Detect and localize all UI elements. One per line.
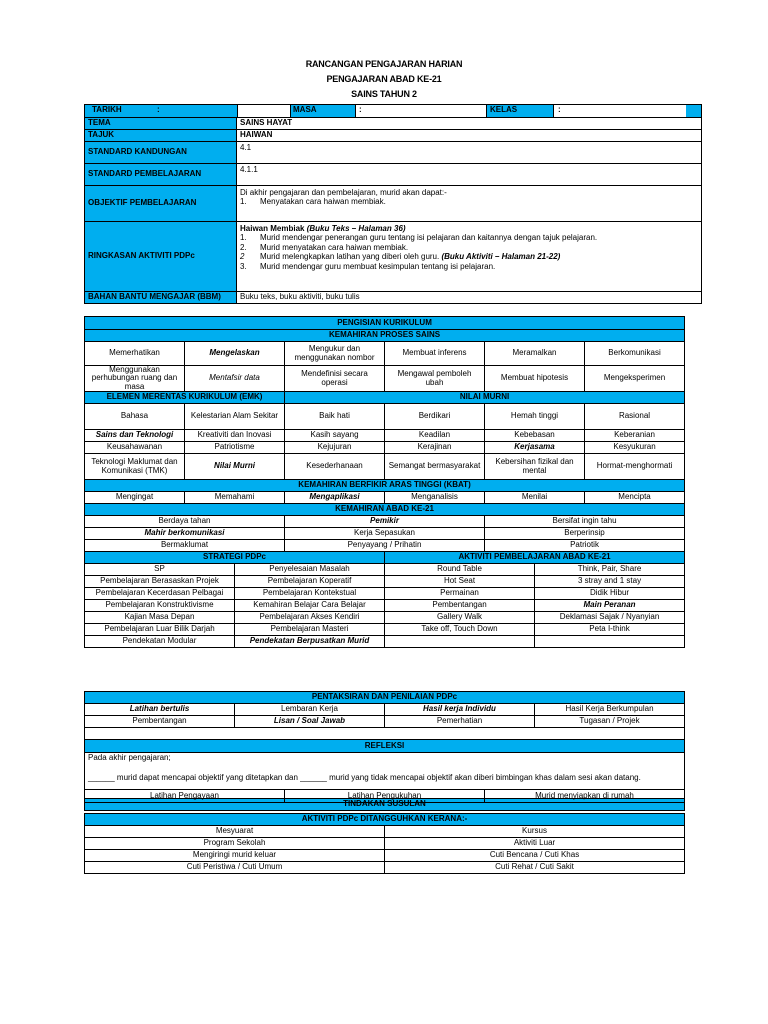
strategi-row: [85, 576, 685, 588]
tarikh-value-field[interactable]: [237, 105, 291, 118]
objektif-item: 1. Menyatakan cara haiwan membiak.: [240, 197, 386, 207]
aktiviti-item[interactable]: Permainan: [385, 588, 535, 600]
emk-row: [85, 442, 685, 454]
strategi-title: STRATEGI PDPc: [85, 552, 385, 564]
kps-item[interactable]: Mengelaskan: [185, 342, 285, 366]
kbat-item[interactable]: Menganalisis: [385, 492, 485, 504]
kelas-value-field[interactable]: [553, 105, 686, 118]
ringkasan-item-ref: (Buku Aktiviti – Halaman 21-22): [441, 252, 561, 262]
strategi-row: [85, 612, 685, 624]
standard-pembelajaran-value: 4.1.1: [237, 164, 702, 186]
ringkasan-content: [237, 222, 702, 292]
strategi-item[interactable]: Pembelajaran Masteri: [235, 624, 385, 636]
doc-subject: SAINS TAHUN 2: [351, 89, 417, 99]
kps-item[interactable]: Mengeksperimen: [585, 366, 685, 392]
kbat-item[interactable]: Mencipta: [585, 492, 685, 504]
strategi-row: [85, 600, 685, 612]
susulan-title: TINDAKAN SUSULAN: [85, 799, 685, 811]
aktiviti-abad-title: AKTIVITI PEMBELAJARAN ABAD KE-21: [385, 552, 685, 564]
tangguh-title: AKTIVITI PDPc DITANGGUHKAN KERANA:-: [85, 814, 685, 826]
kps-row: [85, 366, 685, 392]
abad-item[interactable]: Berperinsip: [485, 528, 685, 540]
masa-label: MASA: [293, 105, 317, 114]
kps-item[interactable]: Membuat inferens: [385, 342, 485, 366]
pentaksiran-row: [85, 716, 685, 728]
ringkasan-item: 1. Murid mendengar penerangan guru tentang isi pelajaran dan kaitannya dengan tajuk pelajaran.: [240, 233, 598, 243]
strategi-row: [85, 636, 685, 648]
abad-item[interactable]: Bermaklumat: [85, 540, 285, 552]
refleksi-blank-achieved[interactable]: ______: [88, 773, 115, 783]
standard-kandungan-value: 4.1: [237, 142, 702, 164]
emk-row: [85, 430, 685, 442]
kps-item[interactable]: Mengukur dan menggunakan nombor: [285, 342, 385, 366]
kbat-item[interactable]: Mengingat: [85, 492, 185, 504]
emk-item[interactable]: Nilai Murni: [185, 454, 285, 480]
kelas-colon: :: [558, 105, 561, 114]
strategi-item[interactable]: SP: [85, 564, 235, 576]
nilai-item[interactable]: Kebersihan fizikal dan mental: [485, 454, 585, 480]
nilai-item[interactable]: Keberanian: [585, 430, 685, 442]
strategi-item[interactable]: Pembelajaran Akses Kendiri: [235, 612, 385, 624]
strategi-item[interactable]: Penyelesaian Masalah: [235, 564, 385, 576]
aktiviti-item[interactable]: Take off, Touch Down: [385, 624, 535, 636]
nilai-item[interactable]: Kerajinan: [385, 442, 485, 454]
aktiviti-item[interactable]: Hot Seat: [385, 576, 535, 588]
abad-row: [85, 528, 685, 540]
susulan-item[interactable]: Murid menyiapkan di rumah: [485, 790, 685, 803]
strategi-row: [85, 624, 685, 636]
tangguh-item[interactable]: Mesyuarat: [85, 826, 385, 838]
ringkasan-item: 2 Murid melengkapkan latihan yang diberi oleh guru. (Buku Aktiviti – Halaman 21-22): [240, 252, 561, 262]
aktiviti-item[interactable]: Didik Hibur: [535, 588, 685, 600]
bbm-value: Buku teks, buku aktiviti, buku tulis: [237, 292, 702, 304]
strategi-row: [85, 588, 685, 600]
kps-item[interactable]: Menggunakan perhubungan ruang dan masa: [85, 366, 185, 392]
strategi-item[interactable]: Pendekatan Modular: [85, 636, 235, 648]
kbat-item[interactable]: Menilai: [485, 492, 585, 504]
nilai-item[interactable]: Semangat bermasyarakat: [385, 454, 485, 480]
pentaksiran-item[interactable]: Hasil Kerja Berkumpulan: [535, 704, 685, 716]
nilai-murni-title: NILAI MURNI: [285, 392, 685, 404]
pentaksiran-title: PENTAKSIRAN DAN PENILAIAN PDPc: [85, 692, 685, 704]
standard-kandungan-label: STANDARD KANDUNGAN: [85, 142, 237, 164]
pentaksiran-blank-row: [85, 728, 685, 740]
ringkasan-title: Haiwan Membiak (Buku Teks – Halaman 36): [240, 224, 406, 233]
ringkasan-item: 2. Murid menyatakan cara haiwan membiak.: [240, 242, 409, 252]
objektif-intro: Di akhir pengajaran dan pembelajaran, murid akan dapat:-: [240, 188, 447, 197]
strategi-item[interactable]: Pembelajaran Konstruktivisme: [85, 600, 235, 612]
refleksi-title: REFLEKSI: [85, 740, 685, 753]
tangguh-item[interactable]: Kursus: [385, 826, 685, 838]
date-time-class-bar: [85, 105, 702, 118]
nilai-item[interactable]: Baik hati: [285, 404, 385, 430]
pentaksiran-item[interactable]: Hasil kerja Individu: [385, 704, 535, 716]
kbat-row: [85, 492, 685, 504]
kurikulum-table: [84, 316, 685, 552]
strategi-item[interactable]: Pembelajaran Kecerdasan Pelbagai: [85, 588, 235, 600]
susulan-table: [84, 789, 685, 803]
aktiviti-item[interactable]: Gallery Walk: [385, 612, 535, 624]
kelas-label: KELAS: [490, 105, 518, 114]
emk-item[interactable]: Patriotisme: [185, 442, 285, 454]
susulan-row: [85, 790, 685, 803]
kps-row: [85, 342, 685, 366]
strategi-item[interactable]: Pembelajaran Luar Bilik Darjah: [85, 624, 235, 636]
nilai-item[interactable]: Berdikari: [385, 404, 485, 430]
objektif-content: [237, 186, 702, 222]
tangguh-item[interactable]: Aktiviti Luar: [385, 838, 685, 850]
objektif-label: OBJEKTIF PEMBELAJARAN: [85, 186, 237, 222]
tema-value: SAINS HAYAT: [237, 118, 702, 130]
nilai-item[interactable]: Kasih sayang: [285, 430, 385, 442]
emk-item[interactable]: Teknologi Maklumat dan Komunikasi (TMK): [85, 454, 185, 480]
masa-value-field[interactable]: [355, 105, 487, 118]
aktiviti-item[interactable]: Main Peranan: [535, 600, 685, 612]
kps-item[interactable]: Mendefinisi secara operasi: [285, 366, 385, 392]
pentaksiran-item[interactable]: Tugasan / Projek: [535, 716, 685, 728]
kps-item[interactable]: Memerhatikan: [85, 342, 185, 366]
tangguh-item[interactable]: Cuti Rehat / Cuti Sakit: [385, 862, 685, 874]
tangguh-row: [85, 838, 685, 850]
nilai-item[interactable]: Hemah tinggi: [485, 404, 585, 430]
emk-row: [85, 454, 685, 480]
emk-item[interactable]: Kreativiti dan Inovasi: [185, 430, 285, 442]
abad-item[interactable]: Kerja Sepasukan: [285, 528, 485, 540]
kps-item[interactable]: Berkomunikasi: [585, 342, 685, 366]
info-table: [84, 104, 702, 304]
emk-item[interactable]: Keusahawanan: [85, 442, 185, 454]
kps-item[interactable]: Meramalkan: [485, 342, 585, 366]
susulan-item[interactable]: Latihan Pengukuhan: [285, 790, 485, 803]
emk-row: [85, 404, 685, 430]
aktiviti-item[interactable]: Peta I-think: [535, 624, 685, 636]
strategi-item[interactable]: Kajian Masa Depan: [85, 612, 235, 624]
emk-item[interactable]: Bahasa: [85, 404, 185, 430]
doc-title: RANCANGAN PENGAJARAN HARIAN: [305, 59, 463, 69]
refleksi-intro: Pada akhir pengajaran;: [88, 753, 171, 762]
refleksi-statement: ______ murid dapat mencapai objektif yang ditetapkan dan ______ murid yang tidak mencapai objektif akan diberi bimbingan khas dalam sesi akan datang.: [88, 773, 641, 783]
nilai-item[interactable]: Kejujuran: [285, 442, 385, 454]
aktiviti-item[interactable]: [535, 636, 685, 648]
ringkasan-label: RINGKASAN AKTIVITI PDPc: [85, 222, 237, 292]
kbat-item[interactable]: Memahami: [185, 492, 285, 504]
kurikulum-title: PENGISIAN KURIKULUM: [85, 317, 685, 330]
tajuk-label: TAJUK: [85, 130, 237, 142]
nilai-item[interactable]: Keadilan: [385, 430, 485, 442]
strategi-item[interactable]: Pembelajaran Berasaskan Projek: [85, 576, 235, 588]
tarikh-colon: :: [157, 105, 160, 114]
pentaksiran-item[interactable]: Lisan / Soal Jawab: [235, 716, 385, 728]
tarikh-label: TARIKH: [92, 105, 122, 114]
abad-item[interactable]: Patriotik: [485, 540, 685, 552]
tangguh-item[interactable]: Program Sekolah: [85, 838, 385, 850]
ringkasan-item: 3. Murid mendengar guru membuat kesimpulan tentang isi pelajaran.: [240, 261, 496, 271]
nilai-item[interactable]: Hormat-menghormati: [585, 454, 685, 480]
kbat-item[interactable]: Mengaplikasi: [285, 492, 385, 504]
tajuk-value: HAIWAN: [237, 130, 702, 142]
pentaksiran-item[interactable]: Lembaran Kerja: [235, 704, 385, 716]
date-row: [85, 105, 702, 118]
abad-row: [85, 540, 685, 552]
masa-colon: :: [359, 105, 362, 114]
kps-title: KEMAHIRAN PROSES SAINS: [85, 330, 685, 342]
nilai-item[interactable]: Rasional: [585, 404, 685, 430]
kps-item[interactable]: Membuat hipotesis: [485, 366, 585, 392]
pentaksiran-item[interactable]: Pemerhatian: [385, 716, 535, 728]
tangguh-item[interactable]: Mengiringi murid keluar: [85, 850, 385, 862]
strategi-table: [84, 551, 685, 648]
pentaksiran-item[interactable]: Pembentangan: [85, 716, 235, 728]
aktiviti-item[interactable]: Think, Pair, Share: [535, 564, 685, 576]
emk-title: ELEMEN MERENTAS KURIKULUM (EMK): [85, 392, 285, 404]
nilai-item[interactable]: Kerjasama: [485, 442, 585, 454]
emk-item[interactable]: Kelestarian Alam Sekitar: [185, 404, 285, 430]
standard-pembelajaran-label: STANDARD PEMBELAJARAN: [85, 164, 237, 186]
susulan-item[interactable]: Latihan Pengayaan: [85, 790, 285, 803]
refleksi-blank-not-achieved[interactable]: ______: [300, 773, 327, 783]
tangguh-row: [85, 862, 685, 874]
aktiviti-item[interactable]: Round Table: [385, 564, 535, 576]
tema-label: TEMA: [85, 118, 237, 130]
tangguh-row: [85, 826, 685, 838]
kbat-title: KEMAHIRAN BERFIKIR ARAS TINGGI (KBAT): [85, 480, 685, 492]
abad-item[interactable]: Berdaya tahan: [85, 516, 285, 528]
tangguh-item[interactable]: Cuti Bencana / Cuti Khas: [385, 850, 685, 862]
abad-item[interactable]: Mahir berkomunikasi: [85, 528, 285, 540]
aktiviti-item[interactable]: 3 stray and 1 stay: [535, 576, 685, 588]
strategi-row: [85, 564, 685, 576]
kps-item[interactable]: Mengawal pemboleh ubah: [385, 366, 485, 392]
kps-item[interactable]: Mentafsir data: [185, 366, 285, 392]
abad-title: KEMAHIRAN ABAD KE-21: [85, 504, 685, 516]
strategi-item[interactable]: Pendekatan Berpusatkan Murid: [235, 636, 385, 648]
pentaksiran-row: [85, 704, 685, 716]
nilai-item[interactable]: Kebebasan: [485, 430, 585, 442]
nilai-item[interactable]: Kesyukuran: [585, 442, 685, 454]
tangguh-row: [85, 850, 685, 862]
abad-item[interactable]: Bersifat ingin tahu: [485, 516, 685, 528]
abad-item[interactable]: Pemikir: [285, 516, 485, 528]
aktiviti-item[interactable]: Deklamasi Sajak / Nyanyian: [535, 612, 685, 624]
tangguh-table: [84, 813, 685, 874]
bbm-label: BAHAN BANTU MENGAJAR (BBM): [85, 292, 237, 304]
abad-row: [85, 516, 685, 528]
abad-item[interactable]: Penyayang / Prihatin: [285, 540, 485, 552]
aktiviti-item[interactable]: [385, 636, 535, 648]
tangguh-item[interactable]: Cuti Peristiwa / Cuti Umum: [85, 862, 385, 874]
strategi-item[interactable]: Kemahiran Belajar Cara Belajar: [235, 600, 385, 612]
strategi-item[interactable]: Pembelajaran Kontekstual: [235, 588, 385, 600]
emk-item[interactable]: Sains dan Teknologi: [85, 430, 185, 442]
pentaksiran-item[interactable]: Latihan bertulis: [85, 704, 235, 716]
nilai-item[interactable]: Kesederhanaan: [285, 454, 385, 480]
aktiviti-item[interactable]: Pembentangan: [385, 600, 535, 612]
strategi-item[interactable]: Pembelajaran Koperatif: [235, 576, 385, 588]
doc-subtitle: PENGAJARAN ABAD KE-21: [326, 74, 442, 84]
